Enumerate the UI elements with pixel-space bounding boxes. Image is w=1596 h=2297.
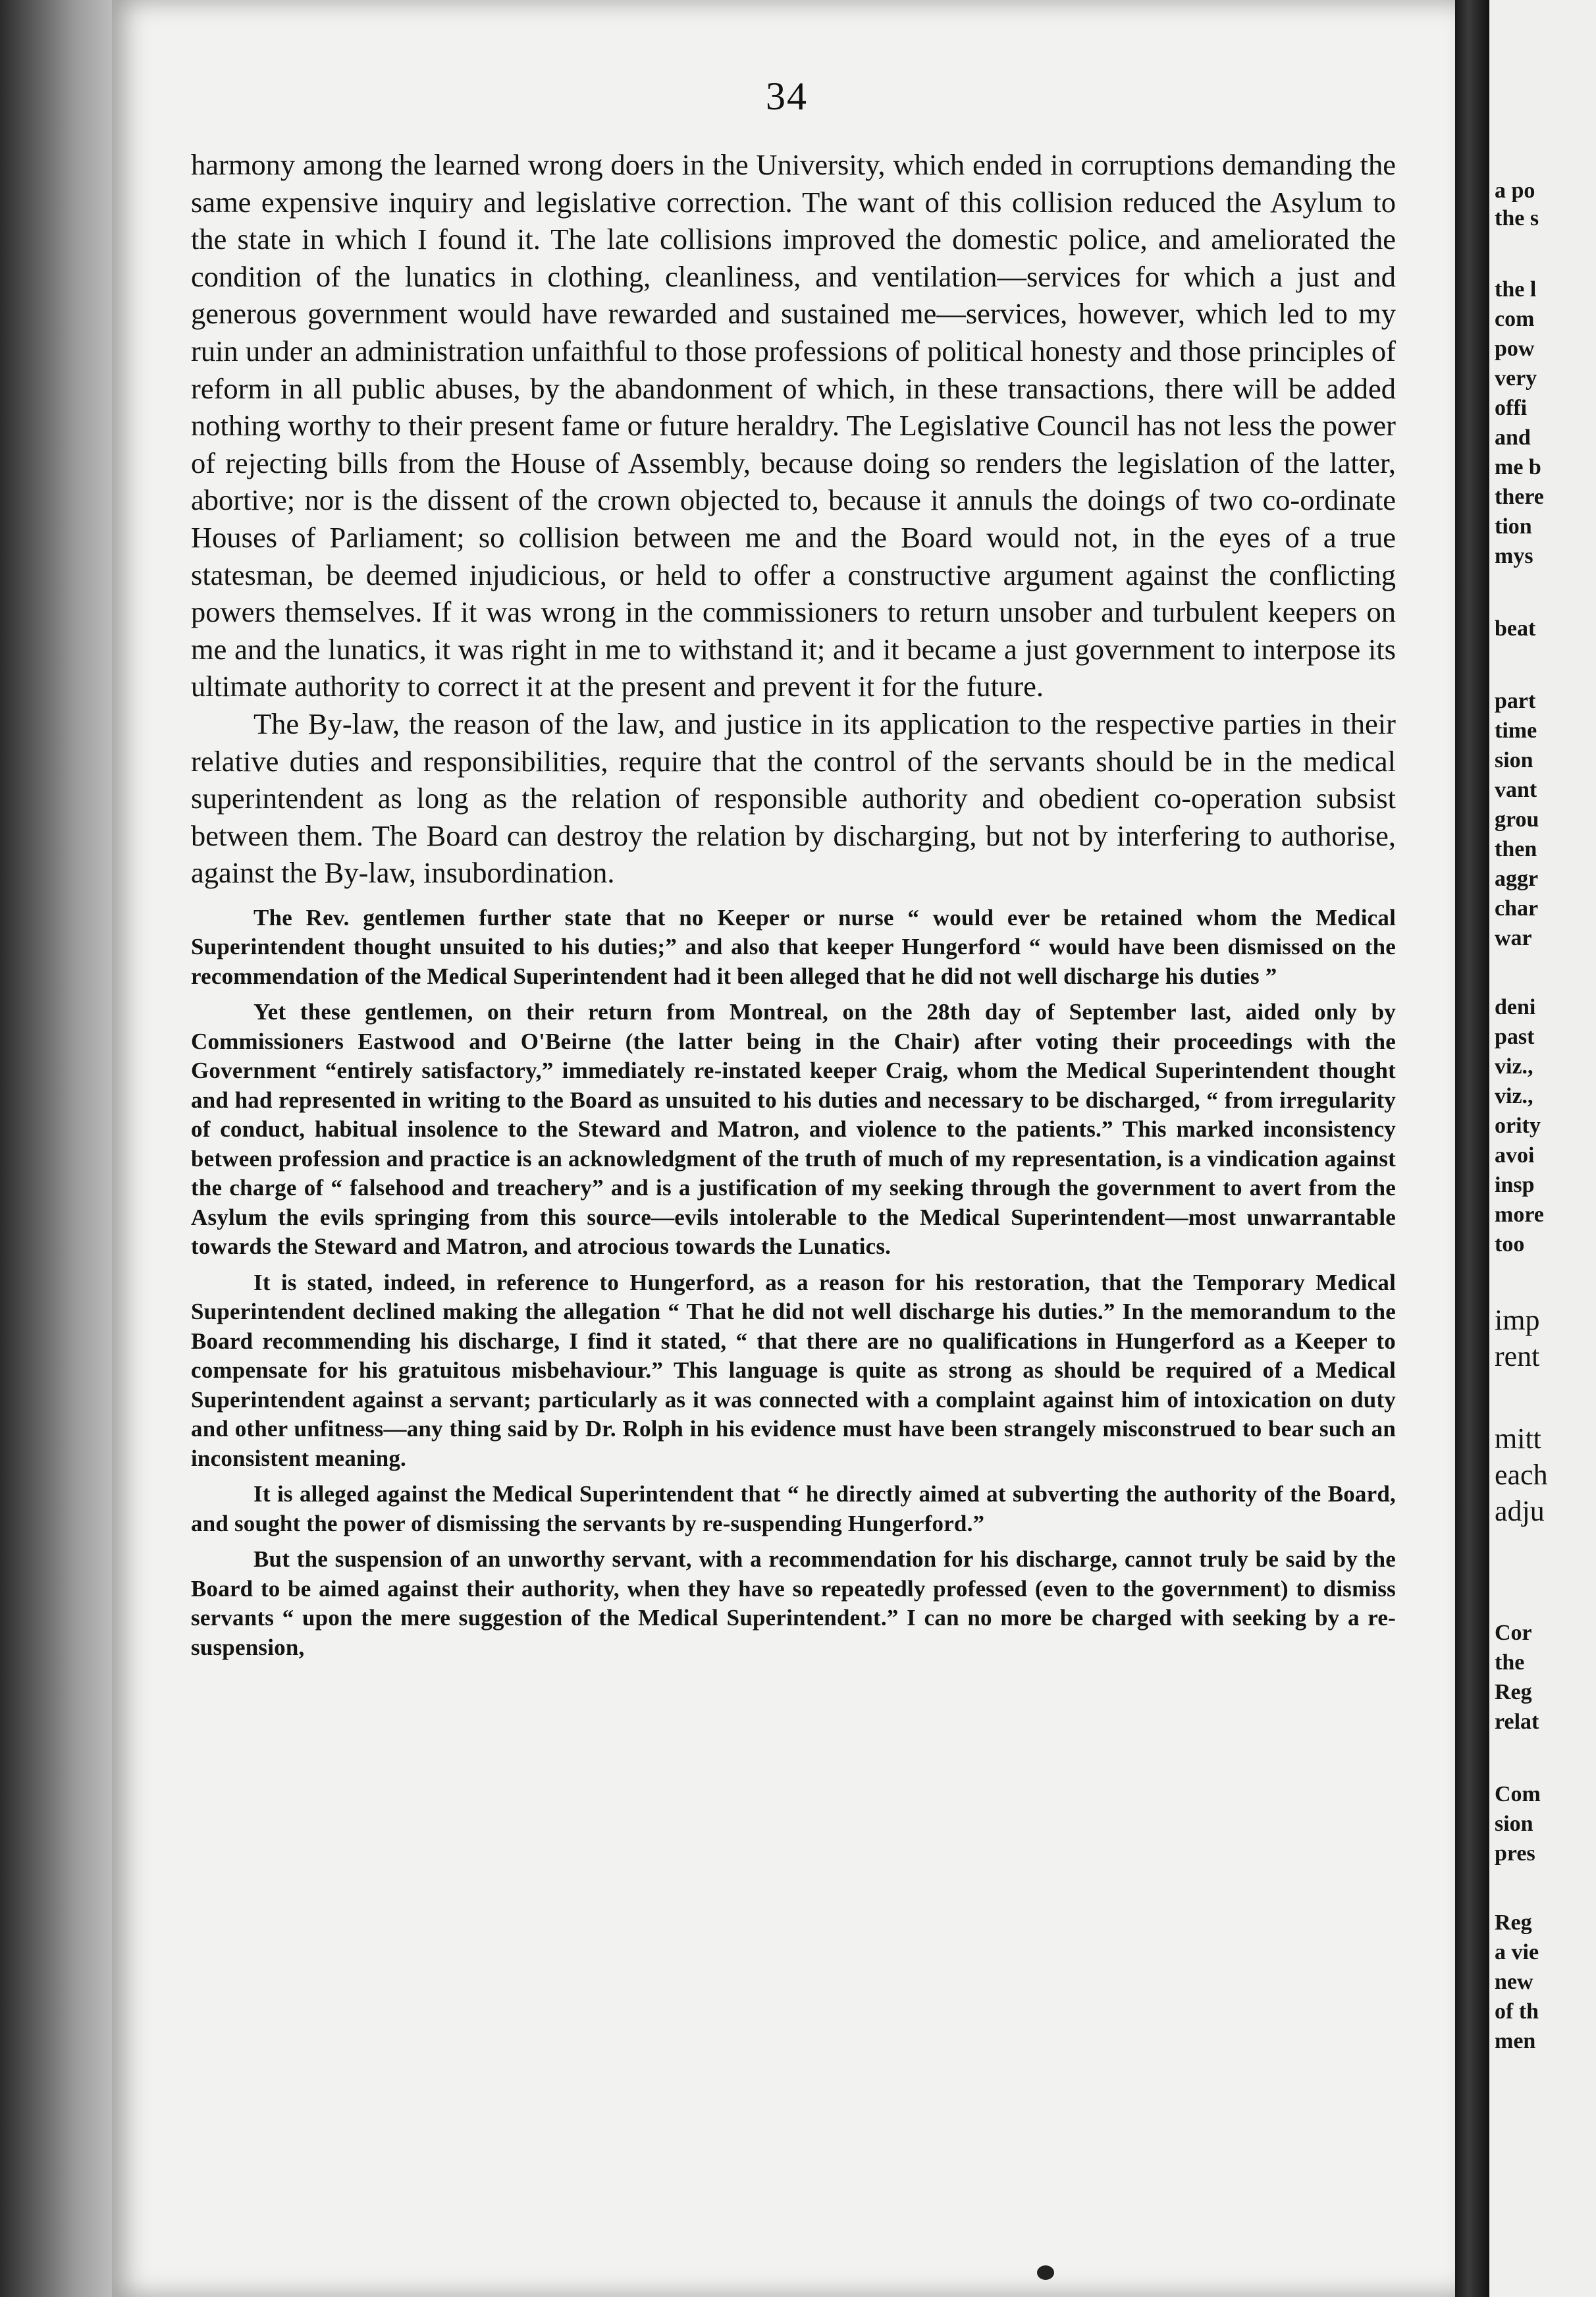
facing-page-fragment: Reg [1495, 1910, 1532, 1935]
facing-page-fragment: tion [1495, 514, 1532, 539]
book-page [112, 0, 1462, 2297]
facing-page-fragment: men [1495, 2029, 1536, 2053]
facing-page-edge [1489, 0, 1596, 2297]
facing-page-fragment: the [1495, 1650, 1525, 1675]
facing-page-fragment: avoi [1495, 1143, 1535, 1168]
body-paragraph: harmony among the learned wrong doers in the University, which ended in corruptions demanding the same expensive inquiry and legislative correction. The want of this collision reduced the Asylum to the state in which I found it. The late collisions improved the domestic police, and ameliorated the condition of the lunatics in clothing, cleanliness, and ventilation—services for which a just and generous government would have rewarded and sustained me—services, however, which led to my ruin under an administration unfaithful to those professions of political honesty and those principles of reform in all public abuses, by the abandonment of which, in these transactions, there will be added nothing worthy to their present fame or future heraldry. The Legislative Council has not less the power of rejecting bills from the House of Assembly, because doing so renders the legislation of the latter, abortive; nor is the dissent of the crown objected to, because it annuls the doings of two co-ordinate Houses of Parliament; so collision between me and the Board would not, in the eyes of a true statesman, be deemed injudicious, or held to offer a constructive argument against the conflicting powers themselves. If it was wrong in the commissioners to return unsober and turbulent keepers on me and the lunatics, it was right in me to withstand it; and it became a just government to interpose its ultimate authority to correct it at the present and prevent it for the future. [191, 148, 1396, 703]
facing-page-fragment: war [1495, 926, 1532, 950]
facing-page-fragment: Cor [1495, 1621, 1532, 1645]
facing-page-fragment: deni [1495, 995, 1536, 1019]
page-number: 34 [766, 74, 808, 118]
facing-page-fragment: char [1495, 896, 1539, 921]
facing-page-fragment: mys [1495, 544, 1533, 568]
facing-page-fragment: pow [1495, 337, 1535, 361]
page-text [191, 146, 1396, 1669]
facing-page-fragment: beat [1495, 616, 1536, 641]
facing-page-fragment: and [1495, 425, 1531, 450]
facing-page-fragment: part [1495, 689, 1536, 713]
facing-page-fragment: Reg [1495, 1680, 1532, 1704]
facing-page-fragment: new [1495, 1970, 1533, 1994]
book-spine-shadow [0, 0, 125, 2297]
facing-page-fragment: more [1495, 1203, 1544, 1227]
quoted-paragraph: It is stated, indeed, in reference to Hungerford, as a reason for his restoration, that the Temporary Medical Superintendent declined making the allegation “ That he did not well discharge his duties.” In the memorandum to the Board recommending his discharge, I find it stated, “ that there are no qualifications in Hungerford as a Keeper to compensate for his gratuitous misbehaviour.” This language is quite as strong as should be required of a Medical Superintendent against a servant; particularly as it was connected with a complaint against him of intoxication on duty and other unfitness—any thing said by Dr. Rolph in his evidence must have been strangely misconstrued to bear such an inconsistent meaning. [191, 1269, 1396, 1471]
facing-page-fragment: the s [1495, 206, 1539, 230]
facing-page-fragment: there [1495, 485, 1544, 509]
facing-page-fragment: offi [1495, 396, 1528, 420]
facing-page-fragment: of th [1495, 1999, 1539, 2024]
facing-page-fragment: relat [1495, 1710, 1539, 1734]
facing-page-fragment: each [1495, 1459, 1548, 1491]
facing-page-fragment: viz., [1495, 1084, 1533, 1108]
facing-page-fragment: grou [1495, 807, 1539, 832]
facing-page-fragment: too [1495, 1232, 1525, 1257]
facing-page-fragment: past [1495, 1025, 1535, 1049]
facing-page-fragment: vant [1495, 778, 1537, 802]
facing-page-fragment: pres [1495, 1841, 1535, 1866]
paragraph-gap [191, 892, 1396, 904]
facing-page-fragment: insp [1495, 1173, 1535, 1197]
facing-page-fragment: viz., [1495, 1054, 1533, 1079]
facing-page-fragment: a po [1495, 178, 1535, 203]
quoted-paragraph: It is alleged against the Medical Superintendent that “ he directly aimed at subverting the authority of the Board, and sought the power of dismissing the servants by re-suspending Hungerford.” [191, 1481, 1396, 1536]
facing-page-fragment: mitt [1495, 1422, 1541, 1455]
facing-page-fragment: sion [1495, 1812, 1533, 1836]
facing-page-fragment: adju [1495, 1495, 1545, 1527]
body-paragraph: The By-law, the reason of the law, and justice in its application to the respective parties in their relative duties and responsibilities, require that the control of the servants should be in the medical superintendent as long as the relation of responsible authority and obedient co-operation subsist between them. The Board can destroy the relation by discharging, but not by interfering to authorise, against the By-law, insubordination. [191, 707, 1396, 890]
facing-page-fragment: me b [1495, 455, 1541, 479]
facing-page-fragment: very [1495, 366, 1537, 391]
facing-page-fragment: com [1495, 307, 1535, 331]
facing-page-fragment: Com [1495, 1782, 1541, 1806]
page-gutter [1455, 0, 1489, 2297]
facing-page-fragment: imp [1495, 1304, 1540, 1336]
quoted-paragraph: The Rev. gentlemen further state that no Keeper or nurse “ would ever be retained whom the Medical Superintendent thought unsuited to his duties;” and also that keeper Hungerford “ would have been dismissed on the recommendation of the Medical Superintendent had it been alleged that he did not well discharge his duties ” [191, 904, 1396, 989]
quoted-paragraph: Yet these gentlemen, on their return from Montreal, on the 28th day of September last, aided only by Commissioners Eastwood and O'Beirne (the latter being in the Chair) after voting their proceedings with the Government “entirely satisfactory,” immediately re-instated keeper Craig, whom the Medical Superintendent thought and had represented in writing to the Board as unsuited to his duties and necessary to be discharged, “ from irregularity of conduct, habitual insolence to the Steward and Matron, and violence to the patients.” This marked inconsistency between profession and practice is an acknowledgment of the truth of much of my representation, is a vindication against the charge of “ falsehood and treachery” and is a justification of my seeking through the government to avert from the Asylum the evils springing from this source—evils intolerable to the Medical Superintendent—most unwarrantable towards the Steward and Matron, and atrocious towards the Lunatics. [191, 999, 1396, 1260]
facing-page-fragment: then [1495, 837, 1537, 861]
facing-page-fragment: aggr [1495, 867, 1539, 891]
facing-page-fragment: the l [1495, 277, 1537, 302]
facing-page-fragment: sion [1495, 748, 1533, 772]
facing-page-fragment: ority [1495, 1114, 1541, 1138]
facing-page-fragment: rent [1495, 1340, 1540, 1372]
facing-page-fragment: a vie [1495, 1940, 1539, 1964]
ink-speck [1037, 2265, 1054, 2280]
quoted-paragraph: But the suspension of an unworthy servant, with a recommendation for his discharge, cannot truly be said by the Board to be aimed against their authority, when they have so repeatedly professed (even to the government) to dismiss servants “ upon the mere suggestion of the Medical Superintendent.” I can no more be charged with seeking by a re-suspension, [191, 1546, 1396, 1660]
facing-page-fragment: time [1495, 718, 1537, 743]
